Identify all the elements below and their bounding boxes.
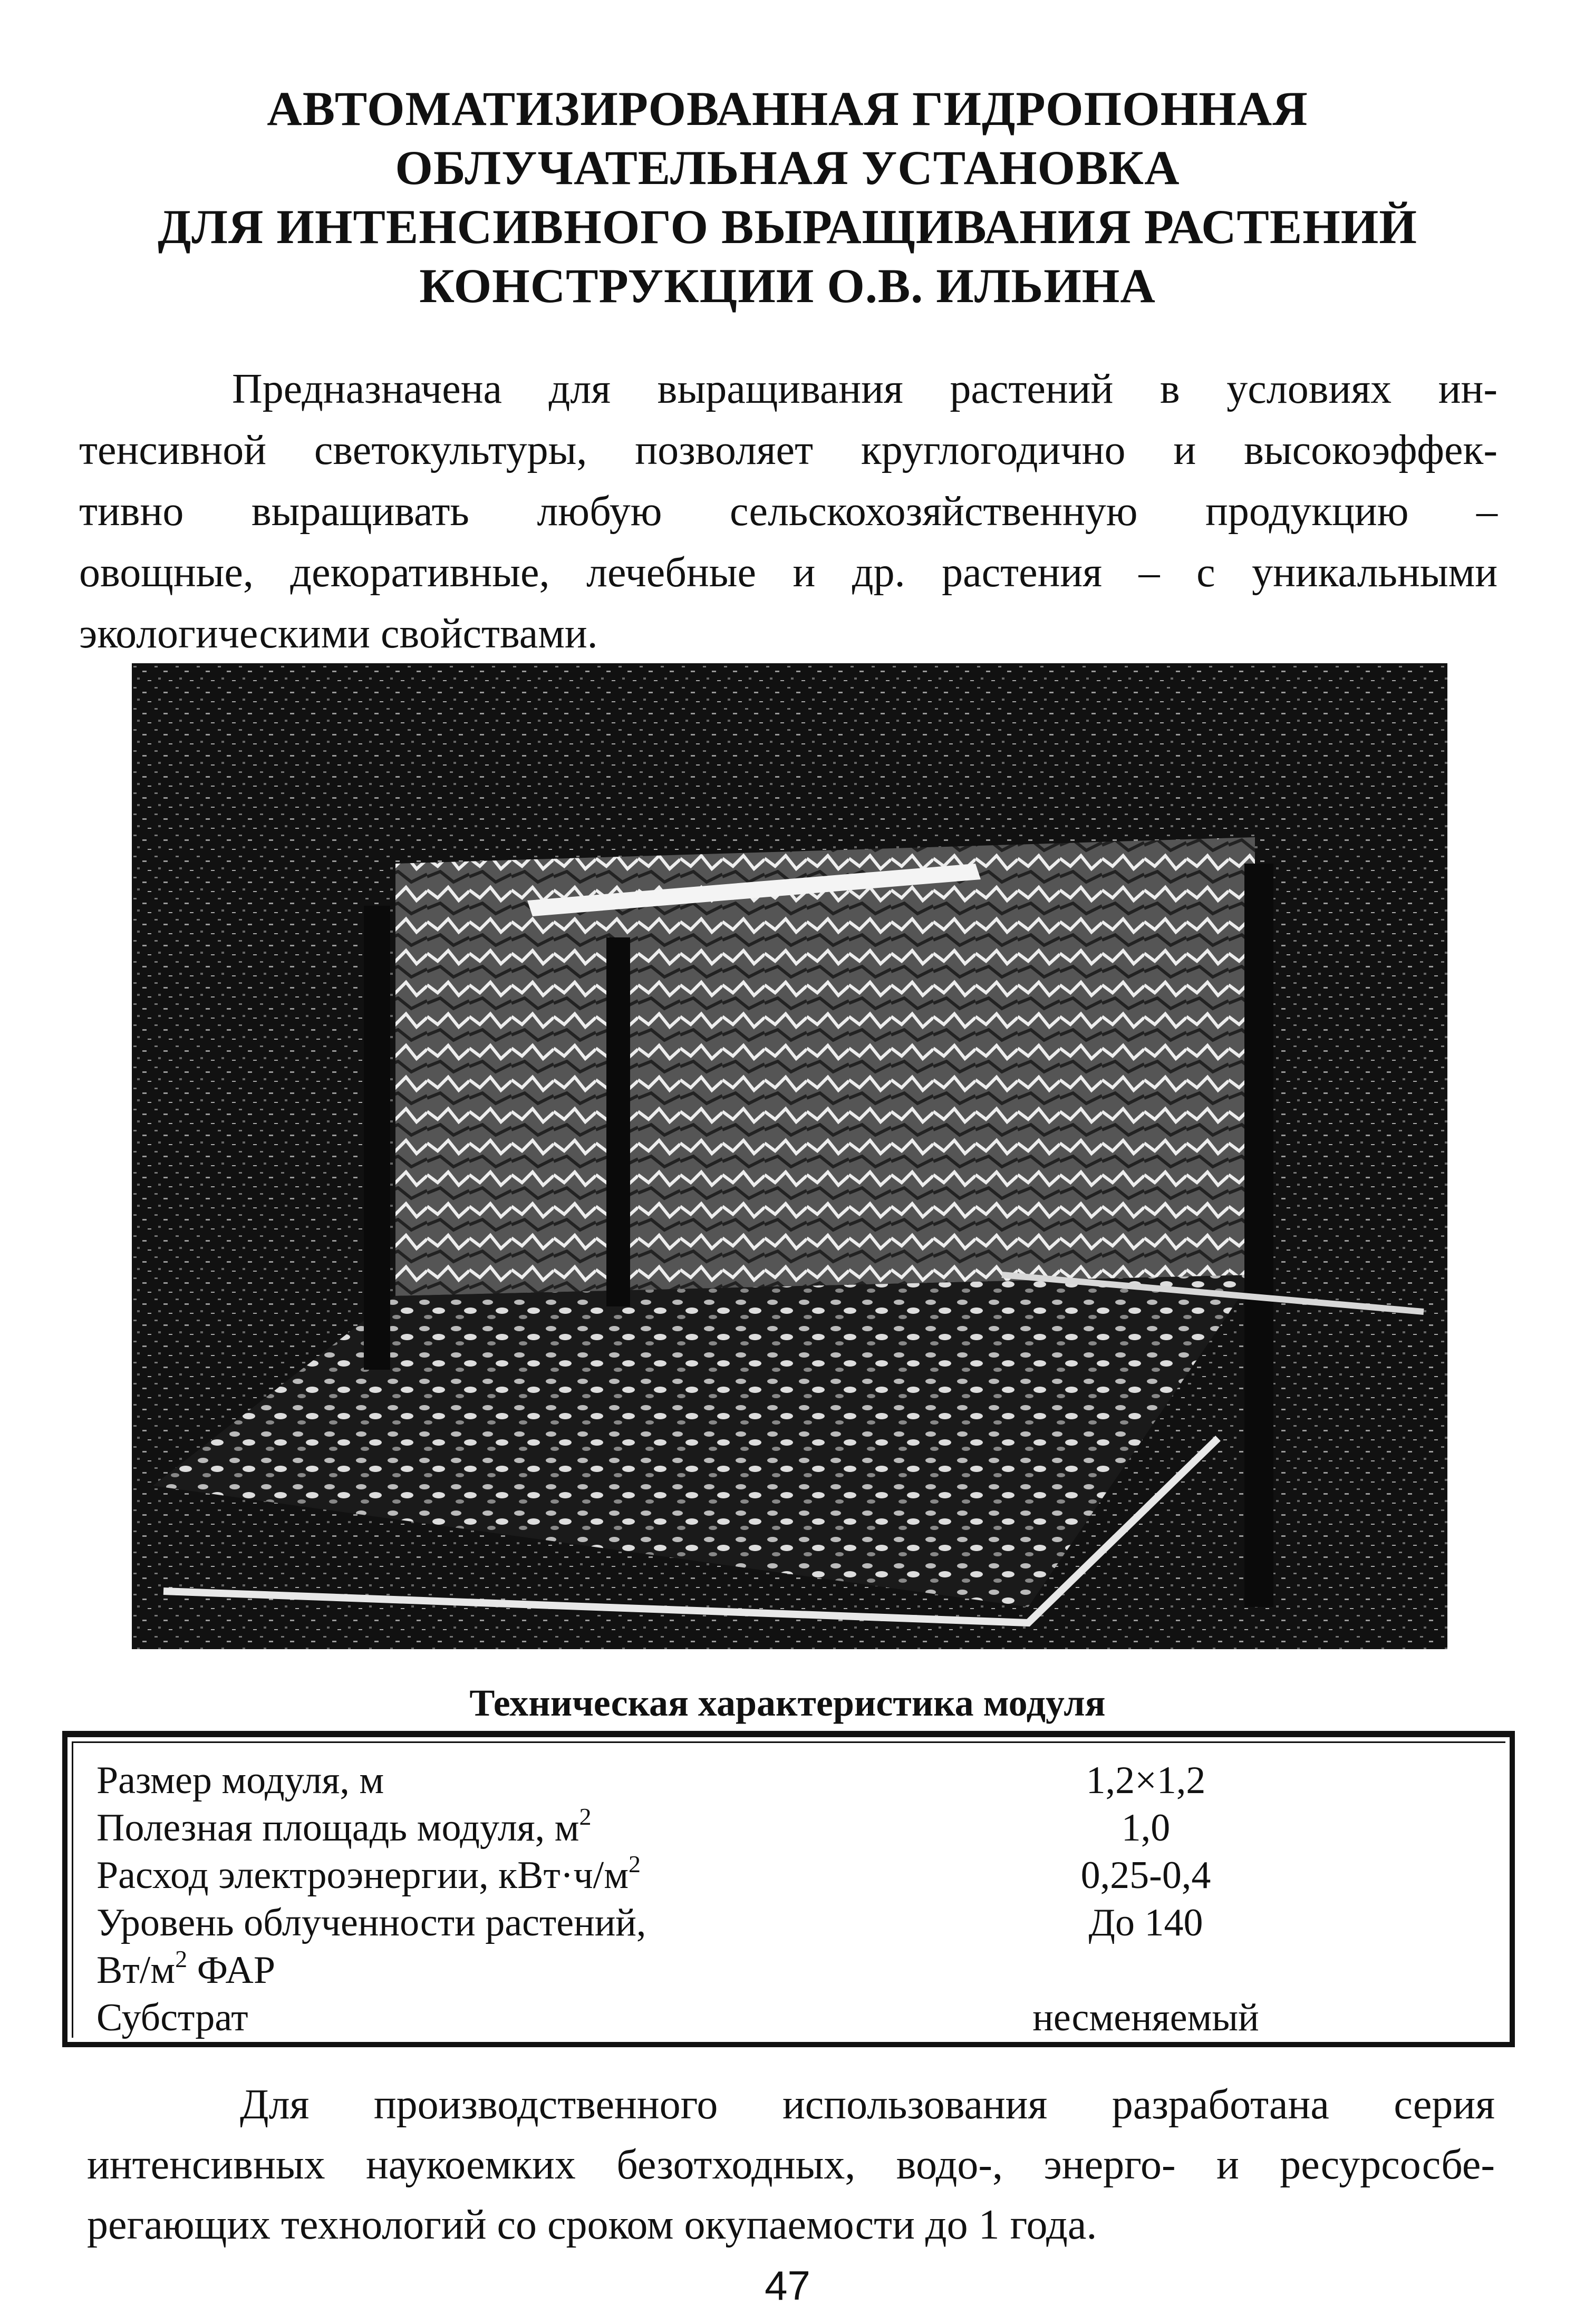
- reflective-back-wall: [395, 837, 1255, 1296]
- title-line: ОБЛУЧАТЕЛЬНАЯ УСТАНОВКА: [395, 141, 1180, 195]
- title-line: ДЛЯ ИНТЕНСИВНОГО ВЫРАЩИВАНИЯ РАСТЕНИЙ: [158, 200, 1417, 254]
- row-value: 1,2×1,2: [1086, 1759, 1206, 1802]
- title-line: АВТОМАТИЗИРОВАННАЯ ГИДРОПОННАЯ: [267, 82, 1308, 135]
- spec-table: [62, 1731, 1515, 2047]
- row-label: Уровень облученности растений,: [96, 1901, 646, 1944]
- text-line: экологическими свойствами.: [79, 611, 598, 657]
- text-line: интенсивных наукоемких безотходных, водо-, энерго- и ресурсосбе-: [87, 2142, 1495, 2188]
- text-line: регающих технологий со сроком окупаемости до 1 года.: [87, 2202, 1097, 2248]
- table-caption: Техническая характеристика модуля: [469, 1682, 1106, 1724]
- frame-post-center: [606, 937, 630, 1306]
- document-title: [0, 79, 1575, 315]
- intro-paragraph: [79, 359, 1497, 664]
- text-line: тенсивной светокультуры, позволяет круглогодично и высокоэффек-: [79, 427, 1497, 473]
- row-label: Расход электроэнергии, $кВт\cdot ч/м^2$: [96, 1851, 641, 1897]
- text-line: овощные, декоративные, лечебные и др. растения – с уникальными: [79, 549, 1497, 596]
- row-value: 0,25-0,4: [1080, 1854, 1211, 1897]
- row-label: Размер модуля, м: [96, 1759, 384, 1802]
- closing-paragraph: [87, 2075, 1495, 2255]
- frame-post-right: [1244, 864, 1273, 1607]
- row-value: До 140: [1088, 1901, 1203, 1944]
- hydroponic-module-photo: [132, 663, 1447, 1649]
- frame-post-left: [364, 906, 390, 1370]
- row-value: 1,0: [1121, 1806, 1171, 1849]
- text-line: тивно выращивать любую сельскохозяйственную продукцию –: [79, 488, 1497, 535]
- text-line: Для производственного использования разработана серия: [240, 2081, 1495, 2128]
- page-number: 47: [765, 2262, 810, 2309]
- text-line: Предназначена для выращивания растений в условиях ин-: [232, 366, 1497, 412]
- photo-illustration: [132, 663, 1447, 1649]
- row-value: несменяемый: [1032, 1996, 1259, 2039]
- row-label: Субстрат: [96, 1996, 248, 2039]
- row-label: $Вт/м^2$ ФАР: [96, 1945, 275, 1992]
- row-label: Полезная площадь модуля, $м^2$: [96, 1803, 592, 1849]
- title-line: КОНСТРУКЦИИ О.В. ИЛЬИНА: [419, 259, 1156, 313]
